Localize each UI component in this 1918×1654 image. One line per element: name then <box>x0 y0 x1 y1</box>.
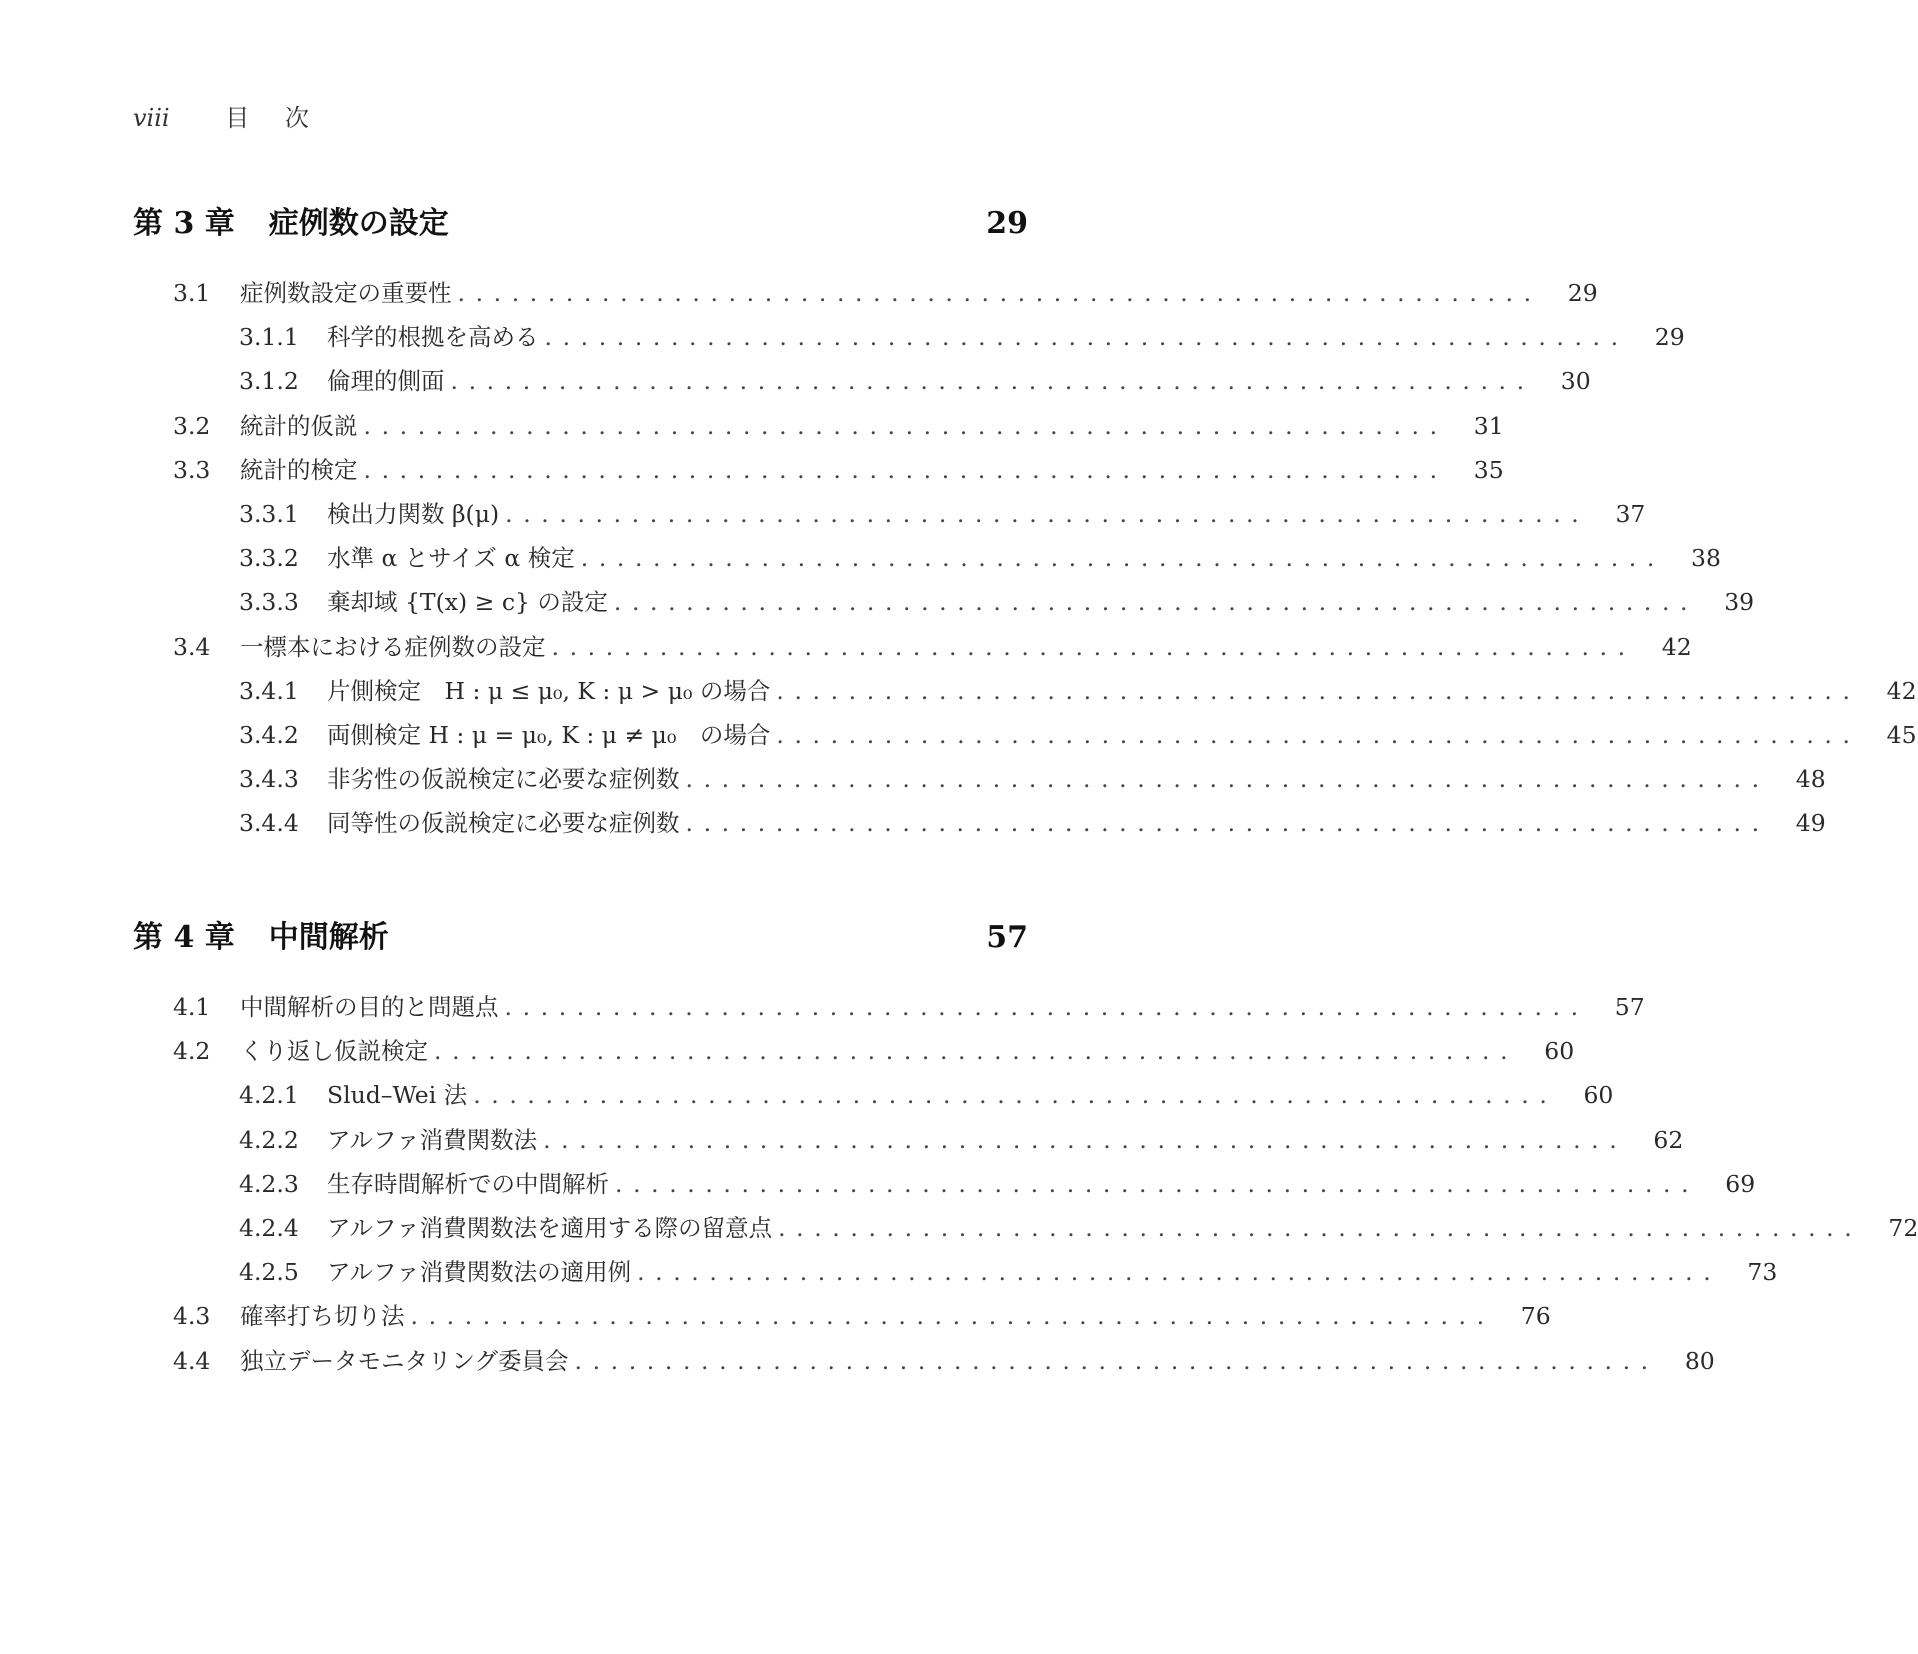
toc-entry-title: アルファ消費関数法 <box>327 1125 538 1154</box>
leader-dots: ............................................................ <box>776 720 1861 749</box>
toc-entry-page: 37 <box>1615 499 1646 528</box>
toc-entry[interactable] <box>0 407 1504 451</box>
toc-entry-title: Slud–Wei 法 <box>327 1081 468 1110</box>
toc-entry-number: 4.2.5 <box>239 1258 299 1287</box>
toc-entry-page: 38 <box>1691 544 1721 573</box>
toc-entry[interactable] <box>0 1121 1684 1165</box>
toc-entry-page: 72 <box>1888 1213 1918 1242</box>
header-page-number: viii <box>133 104 170 132</box>
toc-entry-title: 科学的根拠を高める <box>327 323 539 352</box>
toc-entry-page: 49 <box>1795 809 1826 838</box>
toc-entry-title: 両側検定 H : μ = μ₀, K : μ ≠ μ₀ の場合 <box>327 720 771 749</box>
leader-dots: ............................................................ <box>505 499 1590 528</box>
toc-list <box>0 988 1918 1386</box>
toc-entry-number: 3.4.3 <box>239 765 299 794</box>
toc-entry-title: アルファ消費関数法を適用する際の留意点 <box>327 1213 773 1242</box>
toc-entry-number: 4.2 <box>173 1037 211 1066</box>
toc-entry-number: 4.3 <box>173 1302 211 1331</box>
header-title: 目 次 <box>225 104 323 132</box>
toc-entry-page: 29 <box>1567 279 1598 307</box>
toc-entry-page: 48 <box>1795 765 1826 794</box>
leader-dots: ............................................................ <box>637 1258 1722 1287</box>
toc-entry-title: 独立データモニタリング委員会 <box>240 1346 569 1375</box>
toc-entry[interactable] <box>0 1076 1614 1120</box>
toc-entry-title: 水準 α とサイズ α 検定 <box>327 544 575 573</box>
toc-entry-number: 4.2.4 <box>239 1213 299 1242</box>
leader-dots: ............................................................ <box>410 1302 1495 1331</box>
chapter-heading[interactable] <box>133 198 1028 242</box>
toc-entry-number: 3.4 <box>173 632 211 661</box>
toc-entry[interactable] <box>0 539 1721 583</box>
leader-dots: ............................................................ <box>544 323 1629 352</box>
chapter-label: 第 3 章 <box>133 206 235 241</box>
toc-entry-title: 中間解析の目的と問題点 <box>240 993 499 1021</box>
toc-entry-title: 非劣性の仮説検定に必要な症例数 <box>327 765 680 794</box>
chapter-page: 29 <box>986 206 1028 241</box>
toc-list <box>0 274 1917 848</box>
toc-entry[interactable] <box>0 1297 1551 1341</box>
toc-entry-title: 検出力関数 β(μ) <box>327 499 500 528</box>
leader-dots: ............................................................ <box>776 676 1861 705</box>
toc-entry-title: 生存時間解析での中間解析 <box>327 1169 609 1198</box>
toc-entry-page: 76 <box>1520 1302 1551 1331</box>
toc-entry[interactable] <box>0 362 1591 406</box>
leader-dots: ............................................................ <box>434 1037 1519 1066</box>
toc-entry-number: 4.2.3 <box>239 1169 299 1198</box>
toc-entry-title: 棄却域 {T(x) ≥ c} の設定 <box>327 588 608 617</box>
toc-entry[interactable] <box>0 672 1917 716</box>
leader-dots: ............................................................ <box>473 1081 1558 1110</box>
toc-entry[interactable] <box>0 274 1598 318</box>
leader-dots: ............................................................ <box>613 588 1699 617</box>
leader-dots: ............................................................ <box>615 1169 1700 1198</box>
toc-entry-title: アルファ消費関数法の適用例 <box>327 1258 632 1287</box>
chapter-heading[interactable] <box>133 912 1028 956</box>
toc-entry-page: 60 <box>1544 1037 1575 1066</box>
toc-entry-title: 倫理的側面 <box>327 367 445 396</box>
running-header <box>133 98 323 133</box>
toc-entry-title: 症例数設定の重要性 <box>240 279 452 307</box>
toc-entry[interactable] <box>0 583 1755 627</box>
toc-entry[interactable] <box>0 760 1826 804</box>
toc-entry-number: 3.1.2 <box>239 367 299 396</box>
toc-entry-page: 57 <box>1614 993 1645 1021</box>
toc-entry-number: 3.4.2 <box>239 720 299 749</box>
leader-dots: ............................................................ <box>450 367 1535 396</box>
toc-entry-page: 62 <box>1653 1125 1684 1154</box>
toc-entry-number: 4.2.2 <box>239 1125 299 1154</box>
toc-entry-number: 3.3.2 <box>239 544 299 573</box>
toc-entry-page: 73 <box>1747 1258 1778 1287</box>
toc-entry-number: 3.4.4 <box>239 809 299 838</box>
leader-dots: ............................................................ <box>574 1346 1659 1375</box>
chapter-label: 第 4 章 <box>133 920 235 955</box>
toc-entry-page: 35 <box>1473 455 1504 484</box>
leader-dots: ............................................................ <box>685 765 1770 794</box>
toc-entry-page: 39 <box>1724 588 1755 617</box>
toc-entry-page: 69 <box>1725 1169 1756 1198</box>
toc-entry-title: 一標本における症例数の設定 <box>240 632 546 661</box>
toc-entry-number: 3.2 <box>173 411 211 440</box>
toc-entry[interactable] <box>0 1209 1918 1253</box>
toc-entry-page: 30 <box>1560 367 1591 396</box>
toc-entry-number: 4.2.1 <box>239 1081 299 1110</box>
toc-entry-title: くり返し仮説検定 <box>240 1037 428 1066</box>
toc-entry-number: 3.4.1 <box>239 676 299 705</box>
toc-entry-number: 3.3.1 <box>239 499 299 528</box>
toc-entry-number: 3.3.3 <box>239 588 299 617</box>
toc-entry-title: 統計的検定 <box>240 455 358 484</box>
toc-entry-title: 確率打ち切り法 <box>240 1302 405 1331</box>
toc-entry[interactable] <box>0 988 1645 1032</box>
chapter-page: 57 <box>986 920 1028 955</box>
toc-entry-page: 60 <box>1583 1081 1614 1110</box>
toc-entry[interactable] <box>0 804 1826 848</box>
toc-entry[interactable] <box>0 451 1504 495</box>
toc-entry-number: 4.4 <box>173 1346 211 1375</box>
toc-entry[interactable] <box>0 1342 1715 1386</box>
leader-dots: ............................................................ <box>543 1125 1628 1154</box>
toc-entry[interactable] <box>0 1253 1778 1297</box>
leader-dots: ............................................................ <box>457 279 1542 307</box>
toc-entry-number: 3.3 <box>173 455 211 484</box>
toc-entry-page: 42 <box>1886 676 1917 705</box>
toc-entry-title: 片側検定 H : μ ≤ μ₀, K : μ > μ₀ の場合 <box>327 676 771 705</box>
toc-entry[interactable] <box>0 716 1917 760</box>
leader-dots: ............................................................ <box>363 411 1448 440</box>
toc-entry-page: 29 <box>1654 323 1685 352</box>
toc-entry-number: 4.1 <box>173 993 211 1021</box>
toc-entry-page: 80 <box>1684 1346 1715 1375</box>
toc-entry[interactable] <box>0 1032 1575 1076</box>
toc-entry-page: 45 <box>1886 720 1917 749</box>
leader-dots: ............................................................ <box>551 632 1636 661</box>
leader-dots: ............................................................ <box>363 455 1448 484</box>
chapter-title: 中間解析 <box>268 920 389 955</box>
leader-dots: ............................................................ <box>778 1213 1863 1242</box>
toc-entry[interactable] <box>0 1165 1756 1209</box>
leader-dots: ............................................................ <box>504 993 1589 1021</box>
toc-entry-page: 31 <box>1473 411 1504 440</box>
leader-dots: ............................................................ <box>685 809 1770 838</box>
toc-entry-number: 3.1.1 <box>239 323 299 352</box>
toc-entry-page: 42 <box>1661 632 1692 661</box>
toc-entry-number: 3.1 <box>173 279 211 307</box>
leader-dots: ............................................................ <box>580 544 1665 573</box>
toc-entry[interactable] <box>0 318 1685 362</box>
chapter-title: 症例数の設定 <box>268 206 449 241</box>
toc-entry[interactable] <box>0 495 1646 539</box>
toc-entry-title: 同等性の仮説検定に必要な症例数 <box>327 809 680 838</box>
toc-entry-title: 統計的仮説 <box>240 411 358 440</box>
toc-entry[interactable] <box>0 628 1692 672</box>
